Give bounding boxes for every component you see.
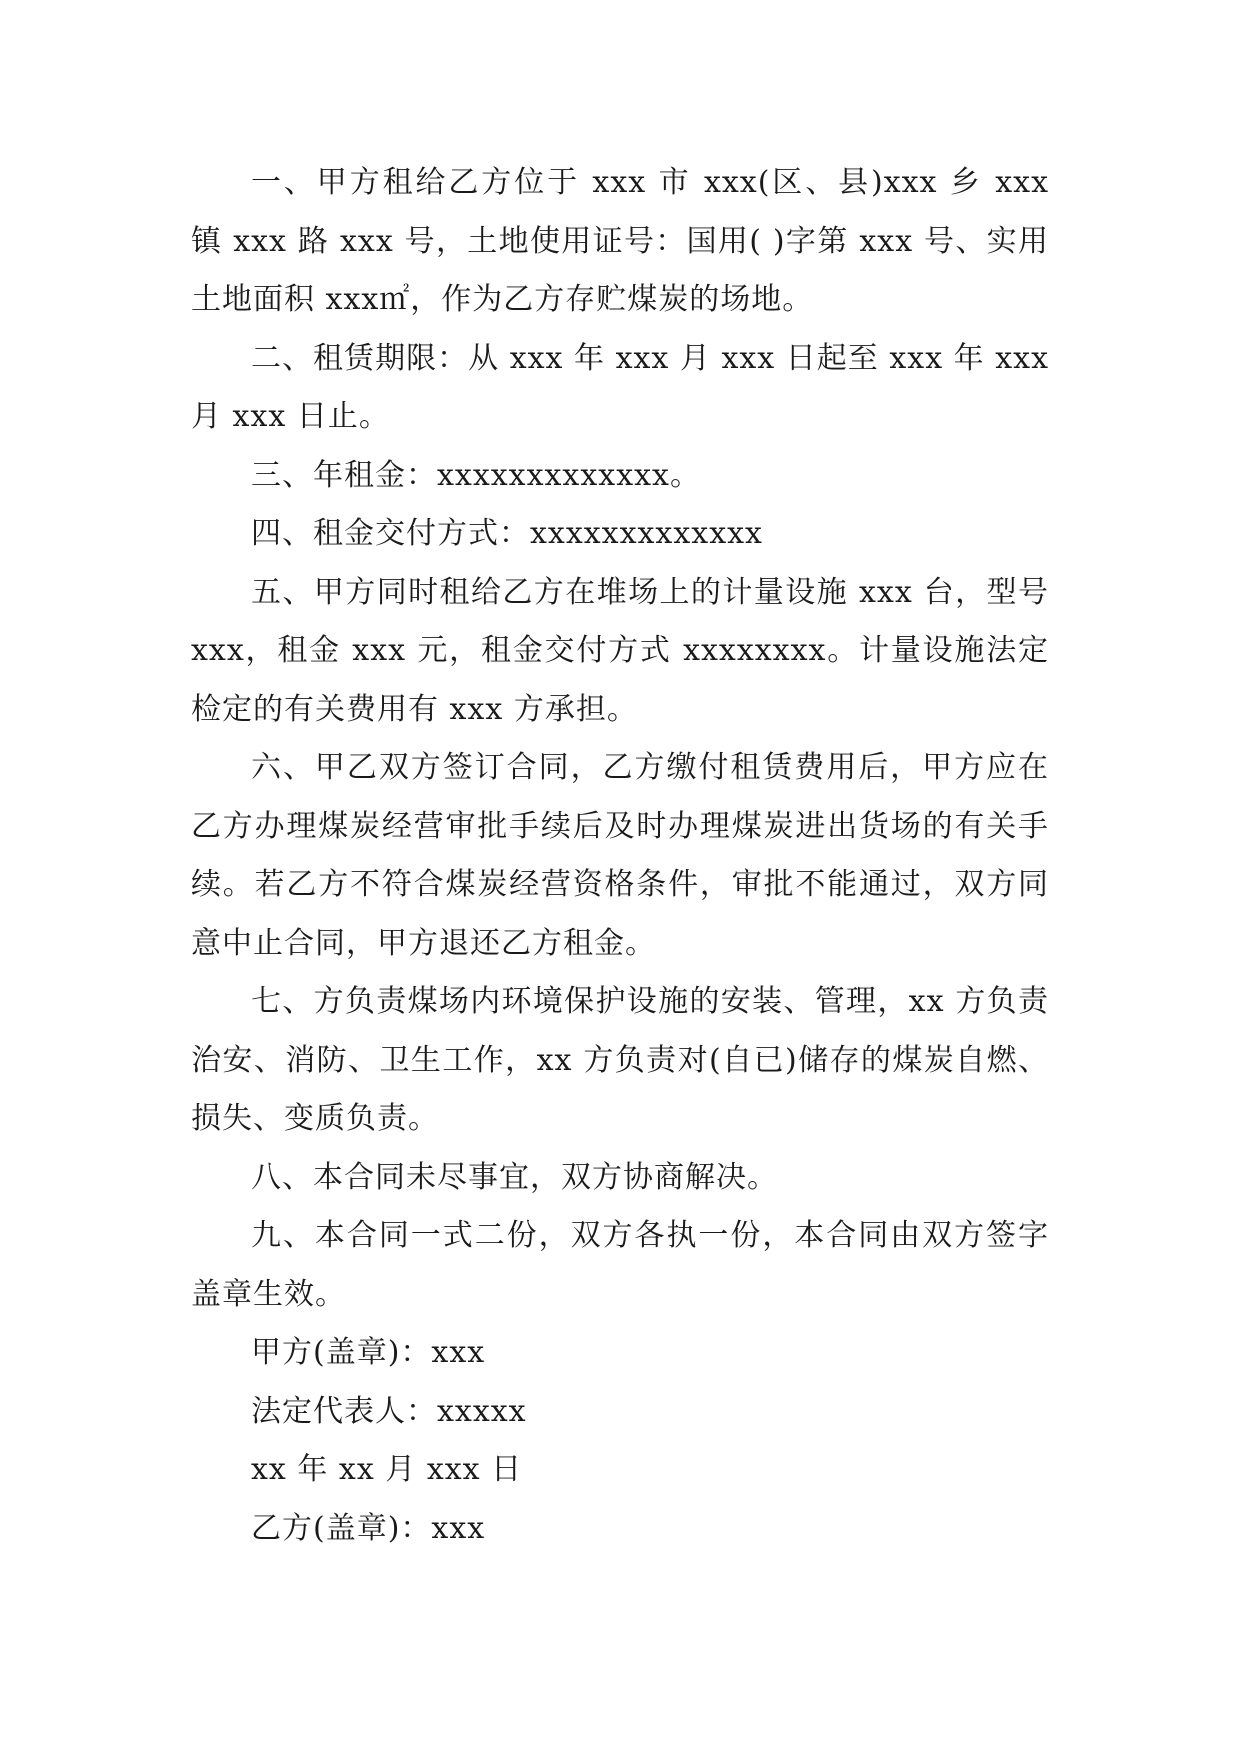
contract-body [191,154,1049,1558]
clause-2: 二、租赁期限：从 xxx 年 xxx 月 xxx 日起至 xxx 年 xxx 月 xxx 日止。 [191,340,1049,434]
clause-6: 六、甲乙双方签订合同，乙方缴付租赁费用后，甲方应在乙方办理煤炭经营审批手续后及时办理煤炭进出货场的有关手续。若乙方不符合煤炭经营资格条件，审批不能通过，双方同意中止合同，甲方退还乙方租金。 [191,750,1049,961]
date-line: xx 年 xx 月 xxx 日 [251,1452,523,1487]
clause-4: 四、租金交付方式：xxxxxxxxxxxxx [251,516,763,551]
clause-5: 五、甲方同时租给乙方在堆场上的计量设施 xxx 台，型号 xxx，租金 xxx 元，租金交付方式 xxxxxxxx。计量设施法定检定的有关费用有 xxx 方承担。 [191,574,1049,727]
clause-3: 三、年租金：xxxxxxxxxxxxx。 [251,457,701,493]
clause-8: 八、本合同未尽事宜，双方协商解决。 [251,1159,778,1195]
clause-9: 九、本合同一式二份，双方各执一份，本合同由双方签字盖章生效。 [191,1218,1049,1312]
party-a-seal-line: 甲方(盖章)：xxx [251,1335,486,1370]
clause-7: 七、方负责煤场内环境保护设施的安装、管理，xx 方负责治安、消防、卫生工作，xx 方负责对(自已)储存的煤炭自燃、损失、变质负责。 [191,984,1049,1136]
party-b-seal-line: 乙方(盖章)：xxx [251,1510,486,1546]
clause-1: 一、甲方租给乙方位于 xxx 市 xxx(区、县)xxx 乡 xxx 镇 xxx 路 xxx 号，土地使用证号：国用( )字第 xxx 号、实用土地面积 xxx㎡，作为乙方存贮煤炭的场地。 [191,165,1049,317]
legal-representative-line: 法定代表人：xxxxx [251,1393,527,1429]
